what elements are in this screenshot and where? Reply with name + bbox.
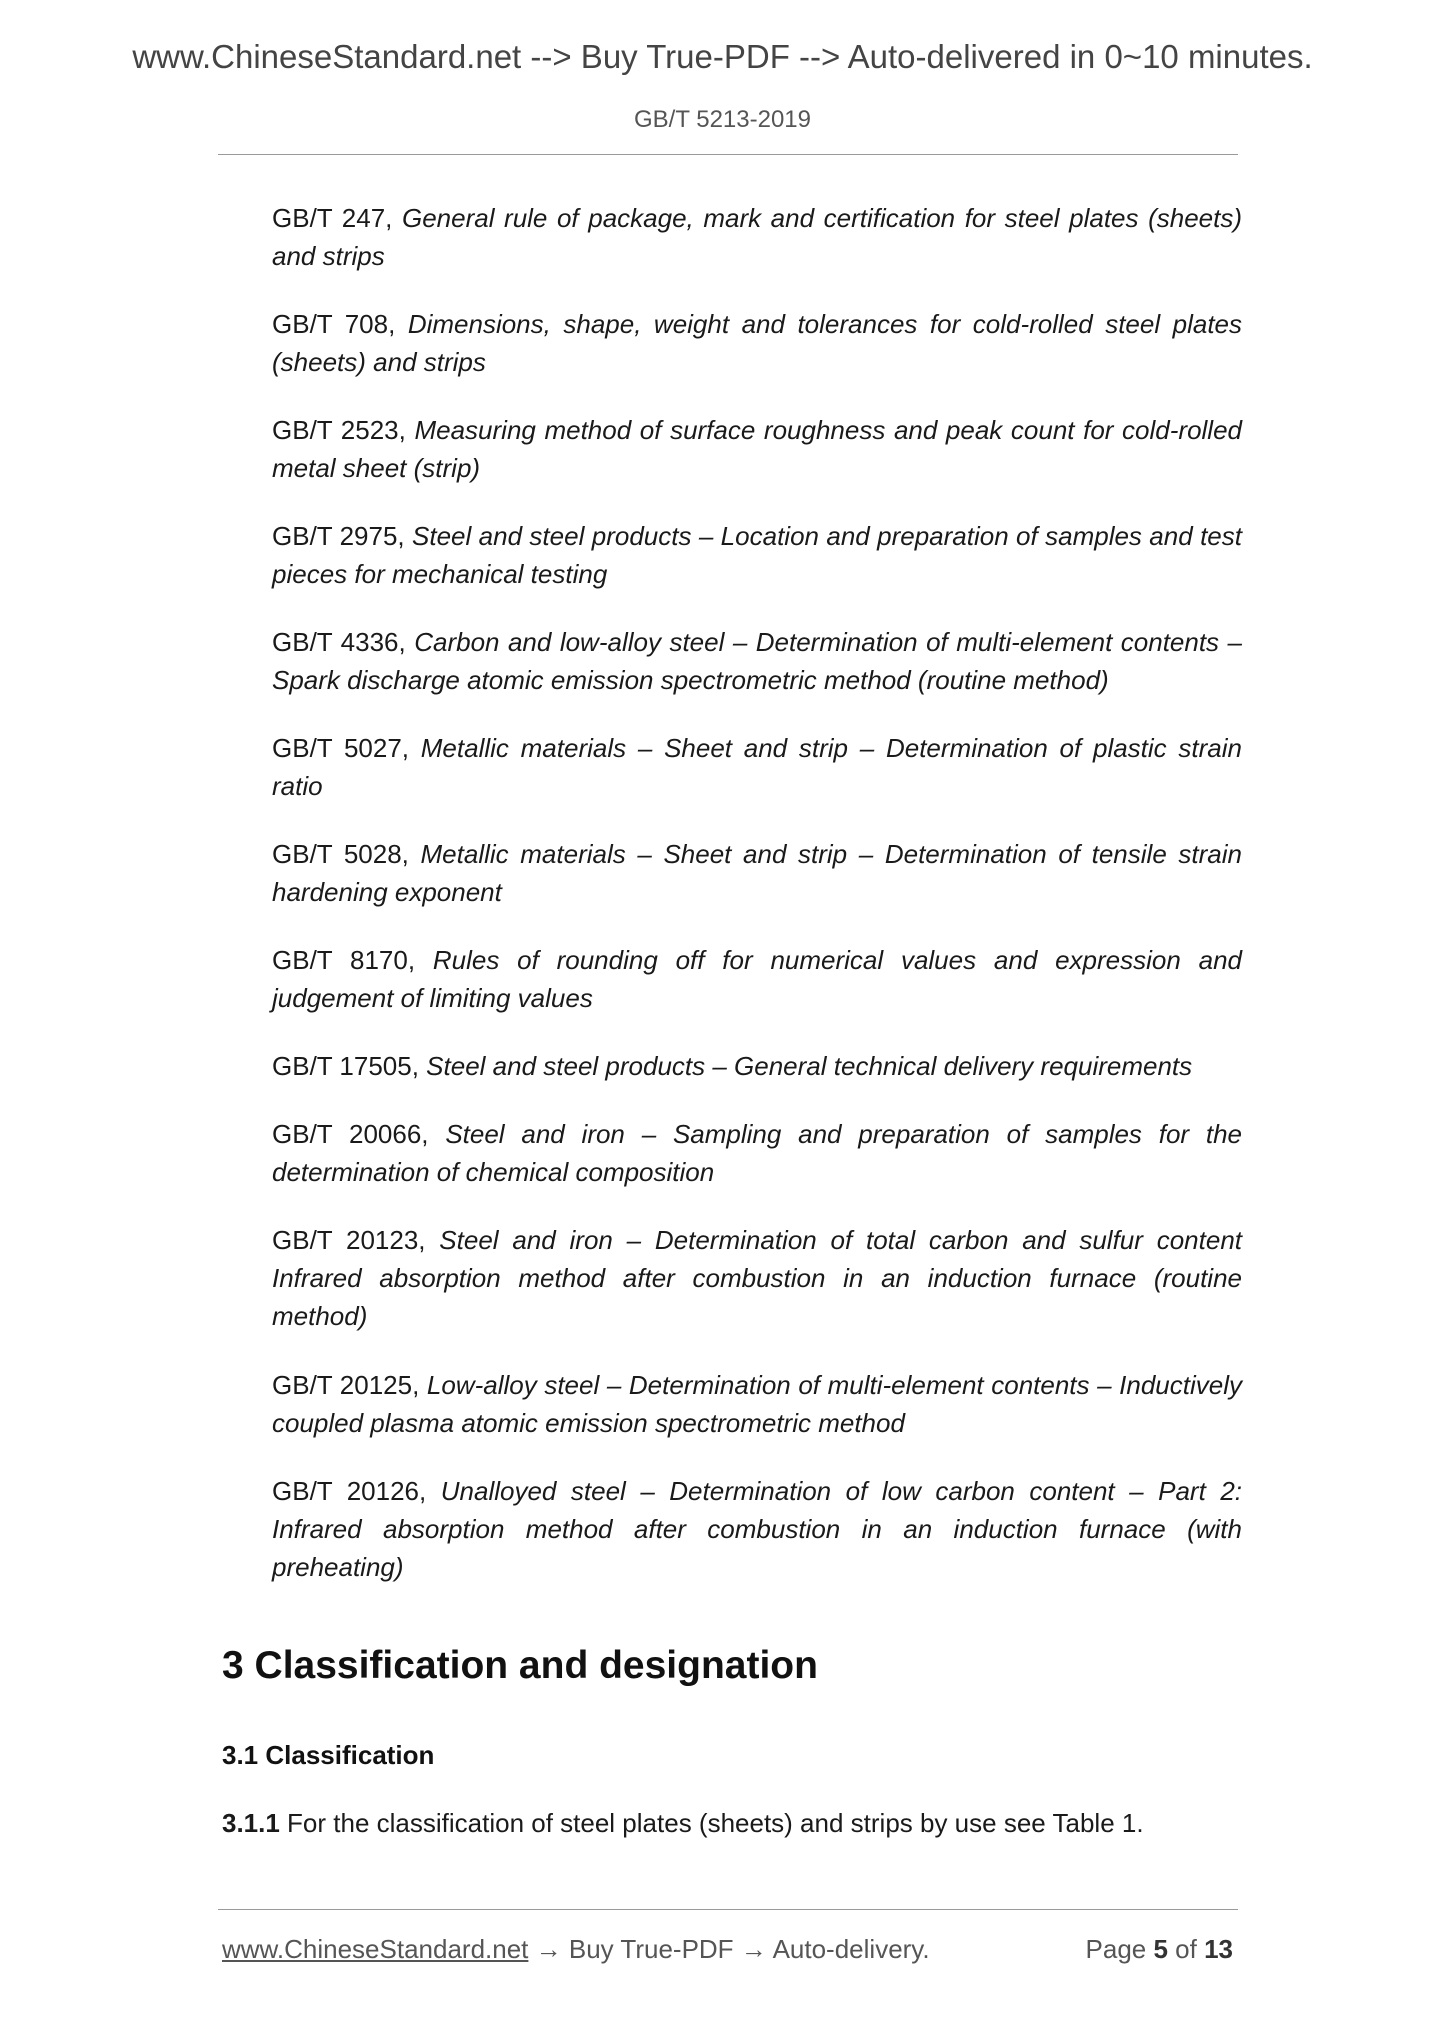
reference-code: GB/T 4336, [272, 627, 415, 657]
site-banner: www.ChineseStandard.net --> Buy True-PDF --> Auto-delivered in 0~10 minutes. [132, 38, 1313, 75]
reference-item [272, 1472, 1242, 1586]
reference-item [272, 729, 1242, 805]
reference-code: GB/T 2975, [272, 521, 413, 551]
reference-item [272, 411, 1242, 487]
header-divider [218, 154, 1238, 155]
reference-code: GB/T 20126, [272, 1476, 441, 1506]
footer-left [222, 1934, 930, 1965]
reference-item [272, 1221, 1242, 1335]
reference-code: GB/T 20066, [272, 1119, 446, 1149]
clause-number: 3.1.1 [222, 1808, 280, 1838]
reference-code: GB/T 20123, [272, 1225, 440, 1255]
reference-title: General rule of package, mark and certification for steel plates (sheets) and strips [272, 203, 1242, 271]
reference-title: Low-alloy steel – Determination of multi-element contents – Inductively coupled plasma atomic emission spectrometric method [272, 1370, 1243, 1438]
reference-title: Measuring method of surface roughness and peak count for cold-rolled metal sheet (strip) [272, 415, 1242, 483]
subsection-heading: 3.1 Classification [222, 1740, 435, 1770]
page-label: Page [1085, 1934, 1154, 1964]
reference-title: Carbon and low-alloy steel – Determination of multi-element contents – Spark discharge atomic emission spectrometric method (routine method) [272, 627, 1242, 695]
reference-item [272, 835, 1242, 911]
reference-item [272, 517, 1242, 593]
reference-code: GB/T 5028, [272, 839, 421, 869]
reference-code: GB/T 8170, [272, 945, 433, 975]
document-code: GB/T 5213-2019 [633, 106, 811, 133]
page-total: 13 [1204, 1934, 1233, 1964]
reference-code: GB/T 708, [272, 309, 408, 339]
reference-item [272, 941, 1242, 1017]
reference-title: Metallic materials – Sheet and strip – Determination of tensile strain hardening exponent [272, 839, 1242, 907]
section-heading: 3 Classification and designation [222, 1644, 818, 1687]
reference-title: Steel and iron – Determination of total carbon and sulfur content Infrared absorption method after combustion in an induction furnace (routine method) [272, 1225, 1242, 1331]
reference-title: Steel and steel products – Location and preparation of samples and test pieces for mechanical testing [272, 521, 1242, 589]
clause-paragraph [222, 1808, 1144, 1839]
website-link[interactable]: www.ChineseStandard.net [222, 1934, 529, 1964]
reference-title: Unalloyed steel – Determination of low carbon content – Part 2: Infrared absorption method after combustion in an induction furnace (with preheating) [272, 1476, 1243, 1582]
reference-title: Dimensions, shape, weight and tolerances for cold-rolled steel plates (sheets) and strips [272, 309, 1242, 377]
reference-title: Metallic materials – Sheet and strip – Determination of plastic strain ratio [272, 733, 1243, 801]
reference-title: Steel and iron – Sampling and preparation of samples for the determination of chemical composition [272, 1119, 1242, 1187]
footer-tagline: → Buy True-PDF → Auto-delivery. [528, 1934, 930, 1964]
reference-item [272, 623, 1242, 699]
reference-code: GB/T 20125, [272, 1370, 427, 1400]
reference-item [272, 305, 1242, 381]
reference-item [272, 199, 1242, 275]
reference-title: Steel and steel products – General technical delivery requirements [426, 1051, 1193, 1081]
reference-code: GB/T 17505, [272, 1051, 427, 1081]
reference-code: GB/T 5027, [272, 733, 421, 763]
reference-item [272, 1115, 1242, 1191]
reference-code: GB/T 247, [272, 203, 402, 233]
page-current: 5 [1153, 1934, 1168, 1964]
reference-item [272, 1047, 1242, 1085]
reference-code: GB/T 2523, [272, 415, 415, 445]
footer-divider [218, 1909, 1238, 1910]
clause-text: For the classification of steel plates (sheets) and strips by use see Table 1. [279, 1808, 1144, 1838]
reference-item [272, 1366, 1242, 1442]
reference-title: Rules of rounding off for numerical values and expression and judgement of limiting values [272, 945, 1242, 1013]
page-indicator [1086, 1934, 1233, 1965]
page-of: of [1167, 1934, 1205, 1964]
